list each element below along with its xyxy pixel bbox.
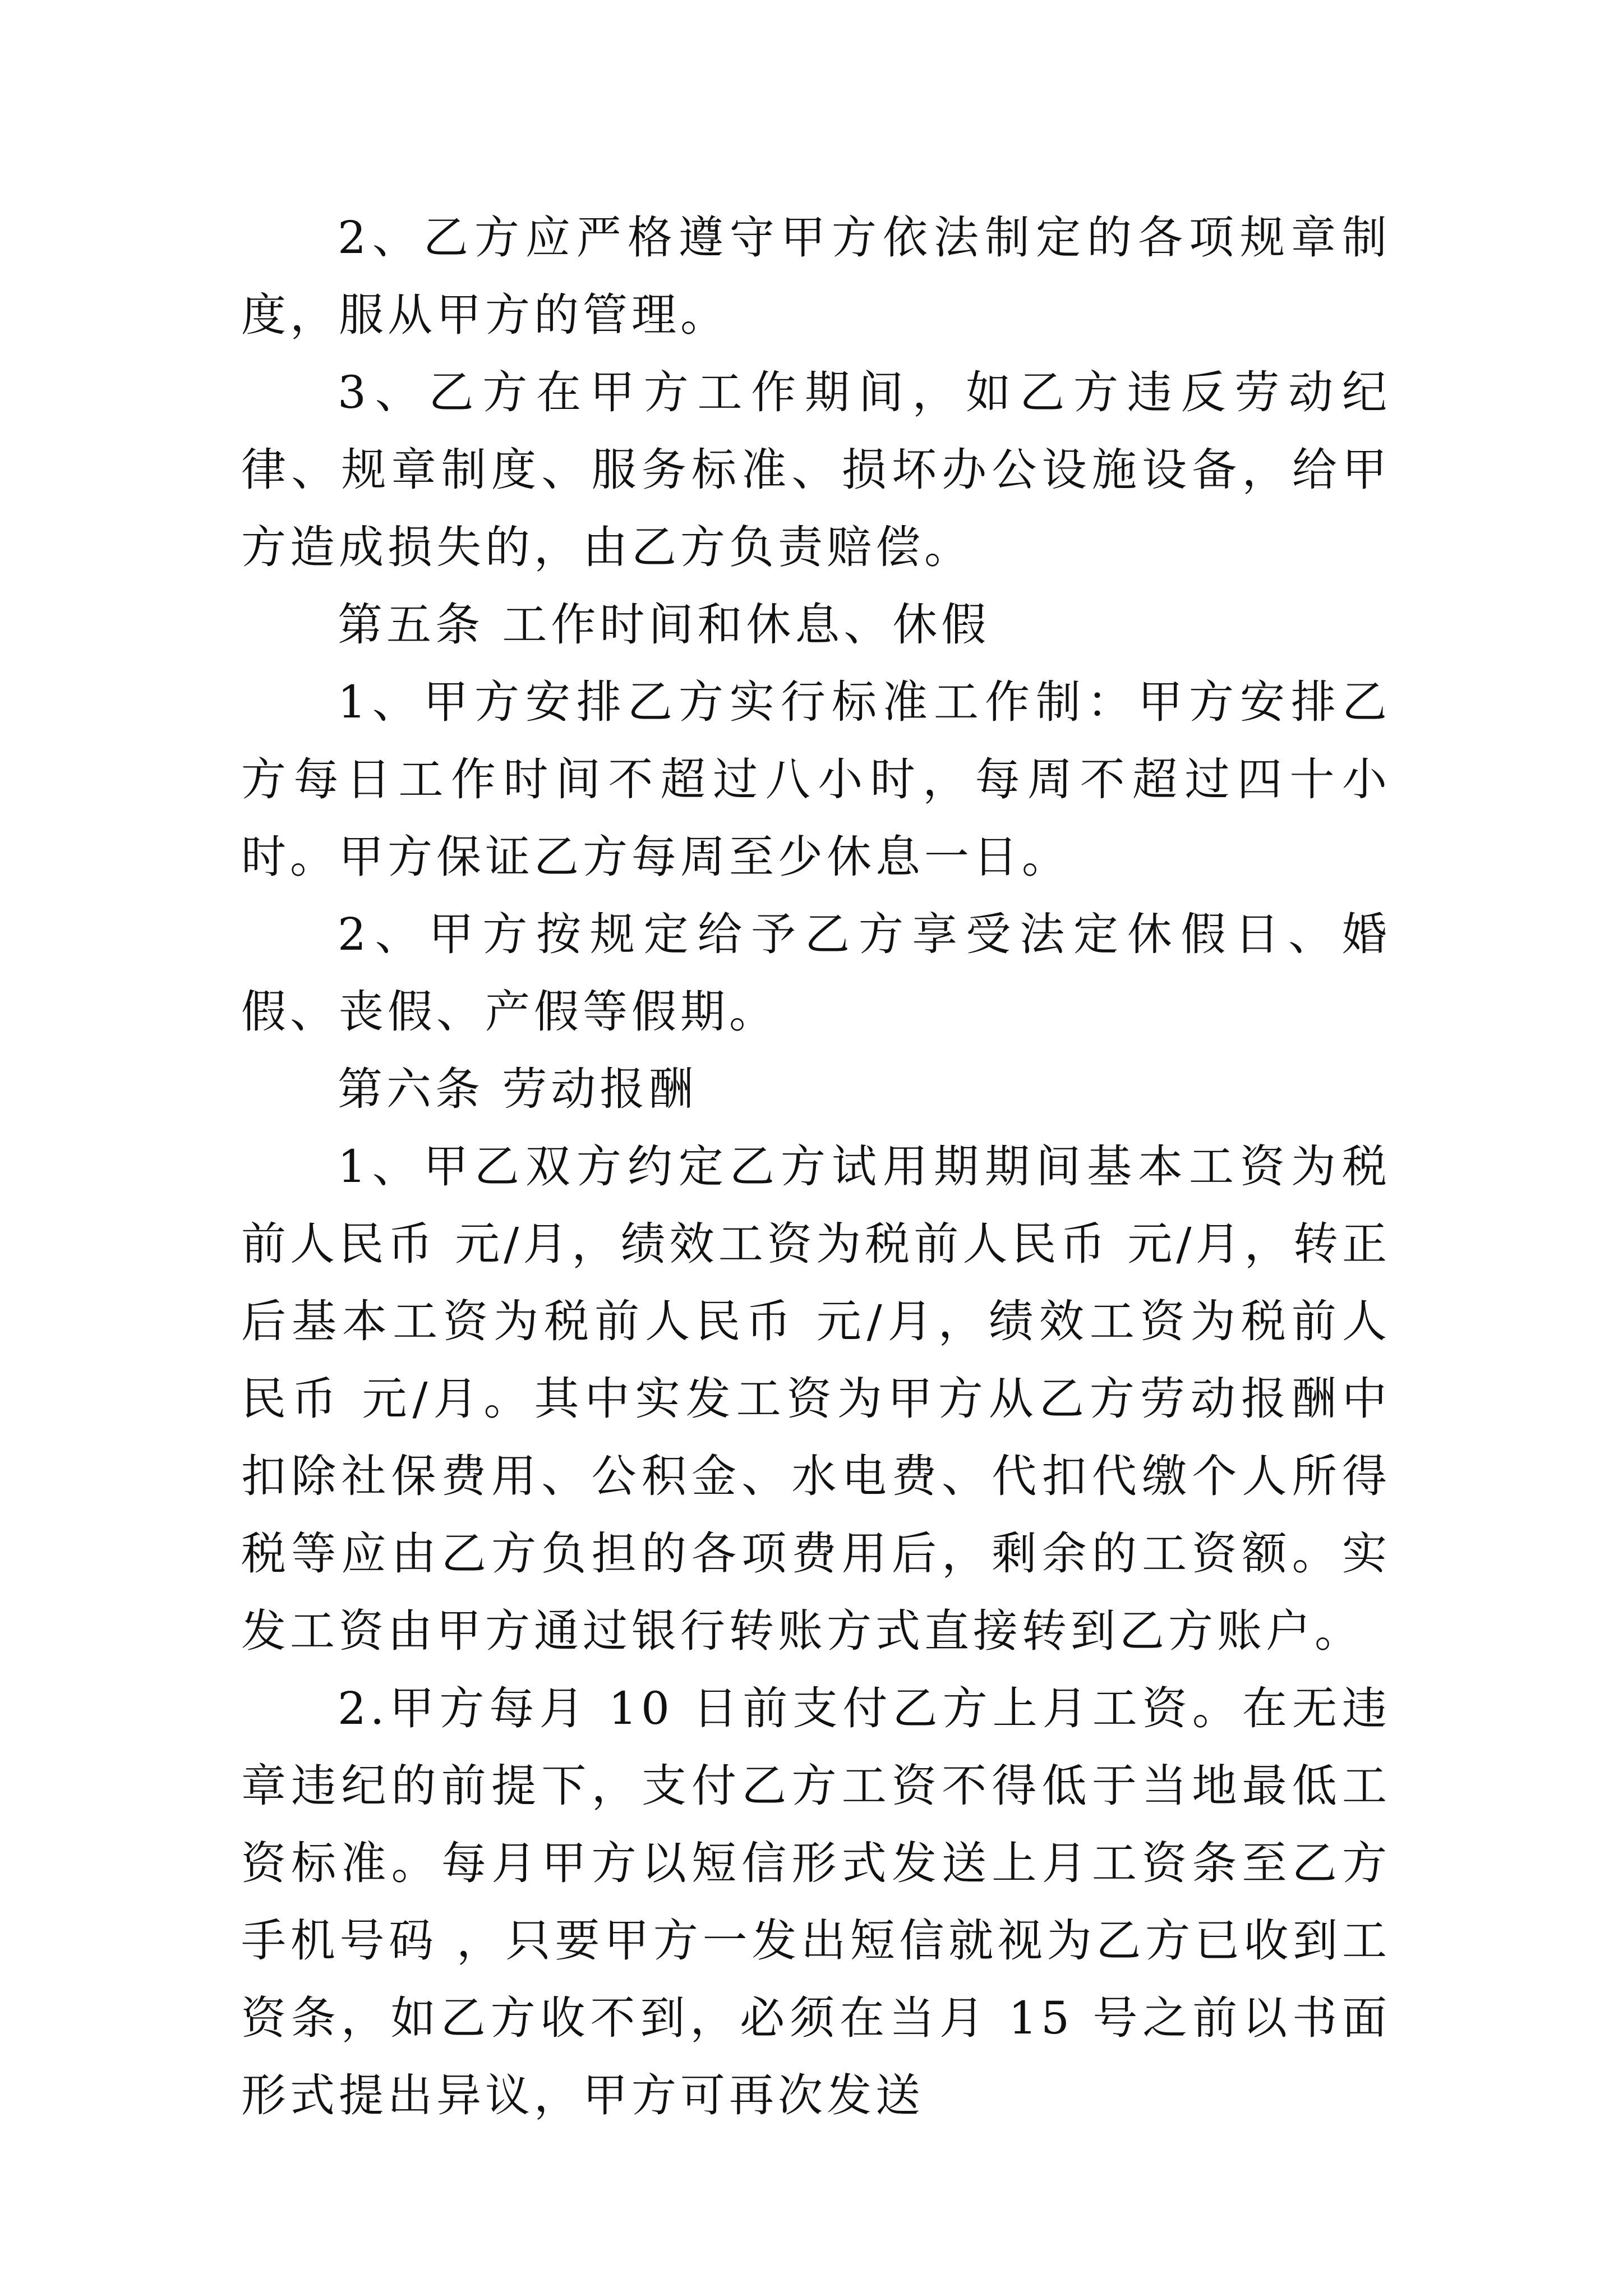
clause-4-item-2: 2、乙方应严格遵守甲方依法制定的各项规章制度，服从甲方的管理。 [241, 211, 1391, 341]
clause-5-item-2: 2、甲方按规定给予乙方享受法定休假日、婚假、丧假、产假等假期。 [241, 908, 1391, 1038]
article-6-heading: 第六条 劳动报酬 [338, 1063, 698, 1115]
clause-5-item-1: 1、甲方安排乙方实行标准工作制：甲方安排乙方每日工作时间不超过八小时，每周不超过四十小时。甲方保证乙方每周至少休息一日。 [241, 676, 1391, 883]
clause-6-item-2: 2.甲方每月 10 日前支付乙方上月工资。在无违章违纪的前提下，支付乙方工资不得低于当地最低工资标准。每月甲方以短信形式发送上月工资条至乙方手机号码 ，只要甲方一发出短信就视为乙方已收到工资条，如乙方收不到，必须在当月 15 号之前以书面形式提出异议，甲方可再次发送 [241, 1682, 1391, 2122]
clause-6-item-1: 1、甲乙双方约定乙方试用期期间基本工资为税前人民币 元/月，绩效工资为税前人民币 元/月，转正后基本工资为税前人民币 元/月，绩效工资为税前人民币 元/月。其中实发工资为甲方从乙方劳动报酬中扣除社保费用、公积金、水电费、代扣代缴个人所得税等应由乙方负担的各项费用后，剩余的工资额。实发工资由甲方通过银行转账方式直接转到乙方账户。 [241, 1140, 1391, 1657]
article-5-heading: 第五条 工作时间和休息、休假 [338, 599, 990, 651]
clause-4-item-3: 3、乙方在甲方工作期间，如乙方违反劳动纪律、规章制度、服务标准、损坏办公设施设备，给甲方造成损失的，由乙方负责赔偿。 [241, 366, 1391, 573]
document-body [241, 199, 1391, 2134]
